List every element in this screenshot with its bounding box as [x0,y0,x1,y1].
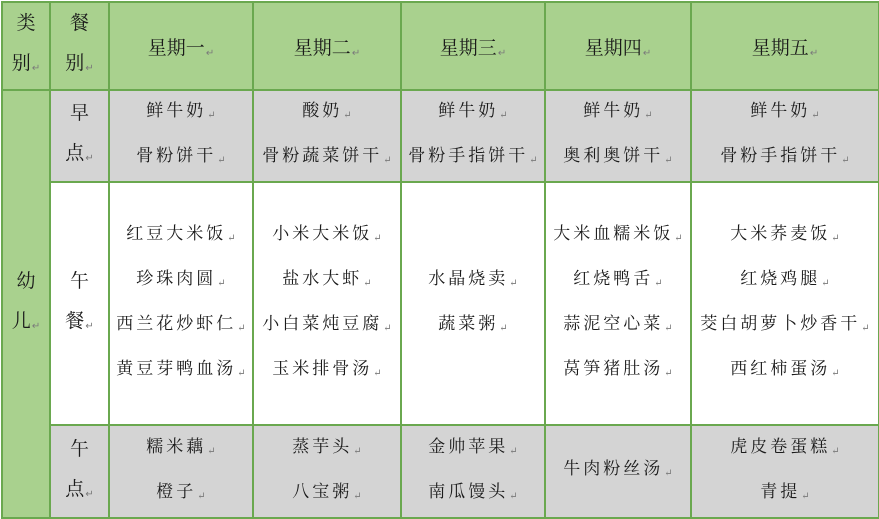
header-category-cell [2,2,50,90]
menu-item [110,214,252,259]
paragraph-mark: ↵ [644,110,653,121]
menu-item-text: 八宝粥 [292,481,353,502]
header-meal-char: 餐 [69,12,89,34]
paragraph-mark: ↵ [217,277,226,289]
menu-item-text: 鲜牛奶 [750,101,811,121]
day-header-1 [109,2,253,90]
menu-item-text: 西兰花炒虾仁 [116,313,237,334]
menu-item [546,214,690,259]
menu-item-text: 小白菜炖豆腐 [262,313,383,334]
menu-item-text: 水晶烧卖 [428,268,509,289]
meal-label-cell [50,90,109,182]
menu-item [546,349,690,394]
paragraph-mark: ↵ [207,110,216,121]
menu-item-text: 骨粉饼干 [136,146,217,166]
meal-label-char: 点↵ [65,142,94,164]
menu-item-text: 红烧鸡腿 [740,268,821,289]
menu-item-text: 金帅苹果 [428,436,509,457]
paragraph-mark: ↵ [207,445,216,457]
menu-item [546,259,690,304]
paragraph-mark: ↵ [509,490,518,502]
menu-item [110,427,252,472]
menu-item [110,259,252,304]
paragraph-mark: ↵ [664,367,673,379]
meal-label-char: 午 [69,437,89,460]
paragraph-mark: ↵ [85,488,94,500]
paragraph-mark: ↵ [343,110,352,121]
menu-item-text: 骨粉手指饼干 [720,146,841,166]
menu-item-text: 莴笋猪肚汤 [563,358,664,379]
paragraph-mark: ↵ [811,110,820,121]
paragraph-mark: ↵ [861,322,870,334]
menu-item-text: 鲜牛奶 [438,101,499,121]
weekly-menu-table [1,1,879,519]
paragraph-mark: ↵ [31,321,41,332]
menu-item-text: 茭白胡萝卜炒香干 [700,313,861,334]
paragraph-mark: ↵ [237,322,246,334]
menu-item-text: 鲜牛奶 [146,101,207,121]
menu-item-text: 大米血糯米饭 [553,223,674,244]
paragraph-mark: ↵ [85,153,94,164]
paragraph-mark: ↵ [831,367,840,379]
paragraph-mark: ↵ [205,47,215,59]
paragraph-mark: ↵ [497,47,507,59]
paragraph-mark: ↵ [664,468,673,479]
header-category-char: 别↵ [11,52,41,74]
menu-item-text: 蔬菜粥 [438,313,499,334]
menu-item [546,449,690,494]
menu-item-text: 鲜牛奶 [583,101,644,121]
menu-item [254,304,400,349]
menu-item [692,427,878,472]
menu-cell [109,182,253,425]
menu-item [692,472,878,517]
day-label: 星期一 [147,36,205,59]
group-char: 儿↵ [11,310,41,332]
paragraph-mark: ↵ [31,63,41,74]
menu-item-text: 大米荞麦饭 [730,223,831,244]
menu-cell [691,182,879,425]
meal-label-char: 早 [69,102,89,124]
menu-item [402,427,544,472]
menu-cell [545,182,691,425]
breakfast-row [2,90,879,182]
menu-item [402,304,544,349]
group-char: 幼 [16,270,36,292]
paragraph-mark: ↵ [664,322,673,334]
day-header-3 [401,2,545,90]
menu-item-text: 南瓜馒头 [428,481,509,502]
paragraph-mark: ↵ [351,47,361,59]
menu-item-text: 骨粉蔬菜饼干 [262,146,383,166]
paragraph-mark: ↵ [664,155,673,166]
menu-item [692,259,878,304]
meal-label-char: 餐↵ [65,309,94,332]
menu-cell [401,90,545,182]
menu-item [692,349,878,394]
menu-item [110,136,252,181]
menu-item-text: 蒸芋头 [292,436,353,457]
menu-item [110,349,252,394]
day-header-5 [691,2,879,90]
menu-item [692,91,878,136]
menu-item-text: 奥利奥饼干 [563,146,664,166]
paragraph-mark: ↵ [353,490,362,502]
menu-item-text: 虎皮卷蛋糕 [730,436,831,457]
meal-label-cell [50,182,109,425]
menu-item [402,136,544,181]
menu-item-text: 西红柿蛋汤 [730,358,831,379]
menu-item [110,304,252,349]
menu-cell [401,425,545,518]
menu-item-text: 牛肉粉丝汤 [563,459,664,479]
menu-item [692,214,878,259]
menu-item [254,136,400,181]
menu-item [254,349,400,394]
header-row [2,2,879,90]
menu-item-text: 蒜泥空心菜 [563,313,664,334]
paragraph-mark: ↵ [217,155,226,166]
paragraph-mark: ↵ [499,110,508,121]
menu-item-text: 红豆大米饭 [126,223,227,244]
day-header-2 [253,2,401,90]
header-category-char: 类 [16,12,36,34]
paragraph-mark: ↵ [499,322,508,334]
menu-item-text: 玉米排骨汤 [272,358,373,379]
menu-item-text: 糯米藕 [146,436,207,457]
menu-item-text: 骨粉手指饼干 [408,146,529,166]
paragraph-mark: ↵ [821,277,830,289]
paragraph-mark: ↵ [509,445,518,457]
meal-label-char: 午 [69,269,89,292]
menu-item-text: 酸奶 [302,101,343,121]
paragraph-mark: ↵ [85,63,94,74]
paragraph-mark: ↵ [674,232,683,244]
paragraph-mark: ↵ [642,47,652,59]
menu-item-text: 红烧鸭舌 [573,268,654,289]
menu-item-text: 青提 [760,481,801,502]
menu-item [546,136,690,181]
menu-item-text: 珍珠肉圆 [136,268,217,289]
menu-item-text: 盐水大虾 [282,268,363,289]
menu-item [254,214,400,259]
menu-cell [401,182,545,425]
paragraph-mark: ↵ [363,277,372,289]
menu-item [110,472,252,517]
menu-cell [545,425,691,518]
menu-item [254,91,400,136]
menu-cell [253,425,401,518]
paragraph-mark: ↵ [353,445,362,457]
menu-item [254,259,400,304]
menu-item-text: 小米大米饭 [272,223,373,244]
paragraph-mark: ↵ [383,322,392,334]
menu-cell [109,425,253,518]
menu-cell [109,90,253,182]
paragraph-mark: ↵ [373,367,382,379]
paragraph-mark: ↵ [801,490,810,502]
snack-row [2,425,879,518]
menu-item-text: 黄豆芽鸭血汤 [116,358,237,379]
menu-item [692,304,878,349]
paragraph-mark: ↵ [197,490,206,502]
paragraph-mark: ↵ [227,232,236,244]
day-label: 星期二 [293,36,351,59]
menu-cell [253,182,401,425]
meal-label-char: 点↵ [65,477,94,500]
menu-cell [691,90,879,182]
paragraph-mark: ↵ [654,277,663,289]
header-meal-cell [50,2,109,90]
meal-label-cell [50,425,109,518]
paragraph-mark: ↵ [809,47,819,59]
day-label: 星期四 [584,36,642,59]
menu-item [546,91,690,136]
paragraph-mark: ↵ [831,232,840,244]
menu-cell [691,425,879,518]
day-header-4 [545,2,691,90]
menu-cell [545,90,691,182]
paragraph-mark: ↵ [383,155,392,166]
paragraph-mark: ↵ [85,320,94,332]
group-cell [2,90,50,518]
menu-item [254,472,400,517]
header-meal-char: 别↵ [65,52,94,74]
menu-cell [253,90,401,182]
menu-item [692,136,878,181]
menu-item [402,472,544,517]
menu-item [402,259,544,304]
paragraph-mark: ↵ [237,367,246,379]
paragraph-mark: ↵ [841,155,850,166]
lunch-row [2,182,879,425]
menu-item [254,427,400,472]
paragraph-mark: ↵ [373,232,382,244]
paragraph-mark: ↵ [509,277,518,289]
menu-item [402,91,544,136]
paragraph-mark: ↵ [831,445,840,457]
paragraph-mark: ↵ [529,155,538,166]
menu-item-text: 橙子 [156,481,197,502]
menu-item [546,304,690,349]
day-label: 星期三 [439,36,497,59]
day-label: 星期五 [751,36,809,59]
menu-item [110,91,252,136]
